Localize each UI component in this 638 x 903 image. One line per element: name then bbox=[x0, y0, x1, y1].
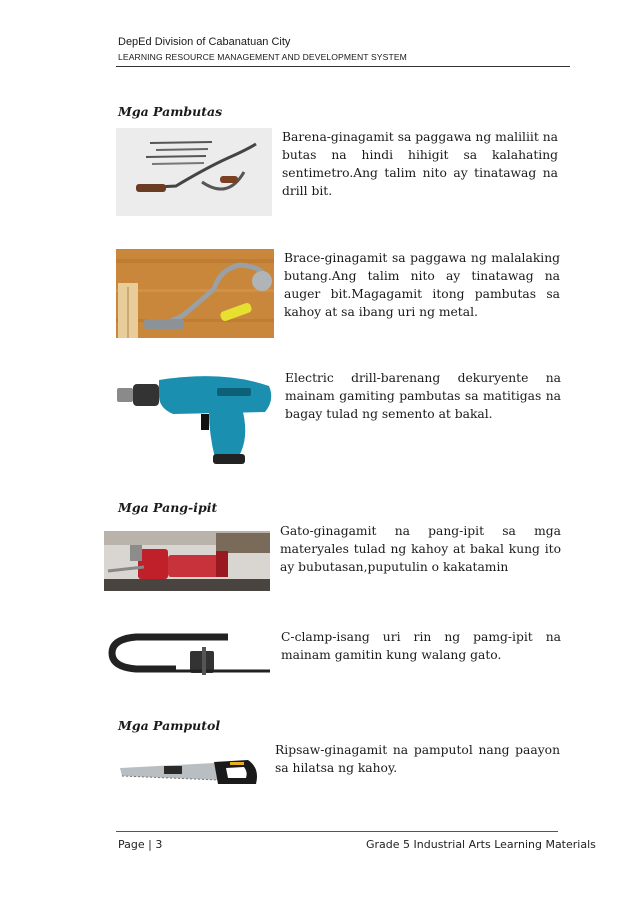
footer-document-title: Grade 5 Industrial Arts Learning Materials bbox=[366, 838, 596, 851]
footer-page-number: Page | 3 bbox=[118, 838, 163, 851]
c-clamp-image bbox=[106, 627, 272, 677]
barena-description: Barena-ginagamit sa paggawa ng maliliit na butas na hindi hihigit sa kalahating sentimetro.Ang talim nito ay tinatawag na drill bit. bbox=[282, 130, 558, 198]
gato-description: Gato-ginagamit na pang-ipit sa mga materyales tulad ng kahoy at bakal kung ito ay bubutasan,puputulin o kakatamin bbox=[280, 524, 561, 574]
header-divider bbox=[116, 66, 570, 67]
ripsaw-description: Ripsaw-ginagamit na pamputol nang paayon sa hilatsa ng kahoy. bbox=[275, 743, 560, 775]
brace-image bbox=[116, 249, 274, 338]
brace-description: Brace-ginagamit sa paggawa ng malalaking butang.Ang talim nito ay tinatawag na auger bit.Magagamit itong pambutas sa kahoy at sa ibang uri ng metal. bbox=[284, 251, 560, 319]
section-title-pamputol: Mga Pamputol bbox=[118, 718, 221, 733]
electric-drill-description: Electric drill-barenang dekuryente na mainam gamiting pambutas sa matitigas na bagay tulad ng semento at bakal. bbox=[285, 371, 561, 421]
header-organization: DepEd Division of Cabanatuan City bbox=[118, 36, 291, 48]
barena-image bbox=[116, 128, 272, 216]
ripsaw-image bbox=[118, 758, 262, 790]
gato-image bbox=[104, 531, 270, 591]
footer-divider bbox=[116, 831, 558, 832]
section-title-pangipit: Mga Pang-ipit bbox=[118, 500, 218, 515]
c-clamp-description: C-clamp-isang uri rin ng pamg-ipit na mainam gamitin kung walang gato. bbox=[281, 630, 561, 662]
section-title-pambutas: Mga Pambutas bbox=[118, 104, 223, 119]
electric-drill-image bbox=[113, 368, 279, 466]
header-system-title: LEARNING RESOURCE MANAGEMENT AND DEVELOPMENT SYSTEM bbox=[118, 52, 407, 62]
